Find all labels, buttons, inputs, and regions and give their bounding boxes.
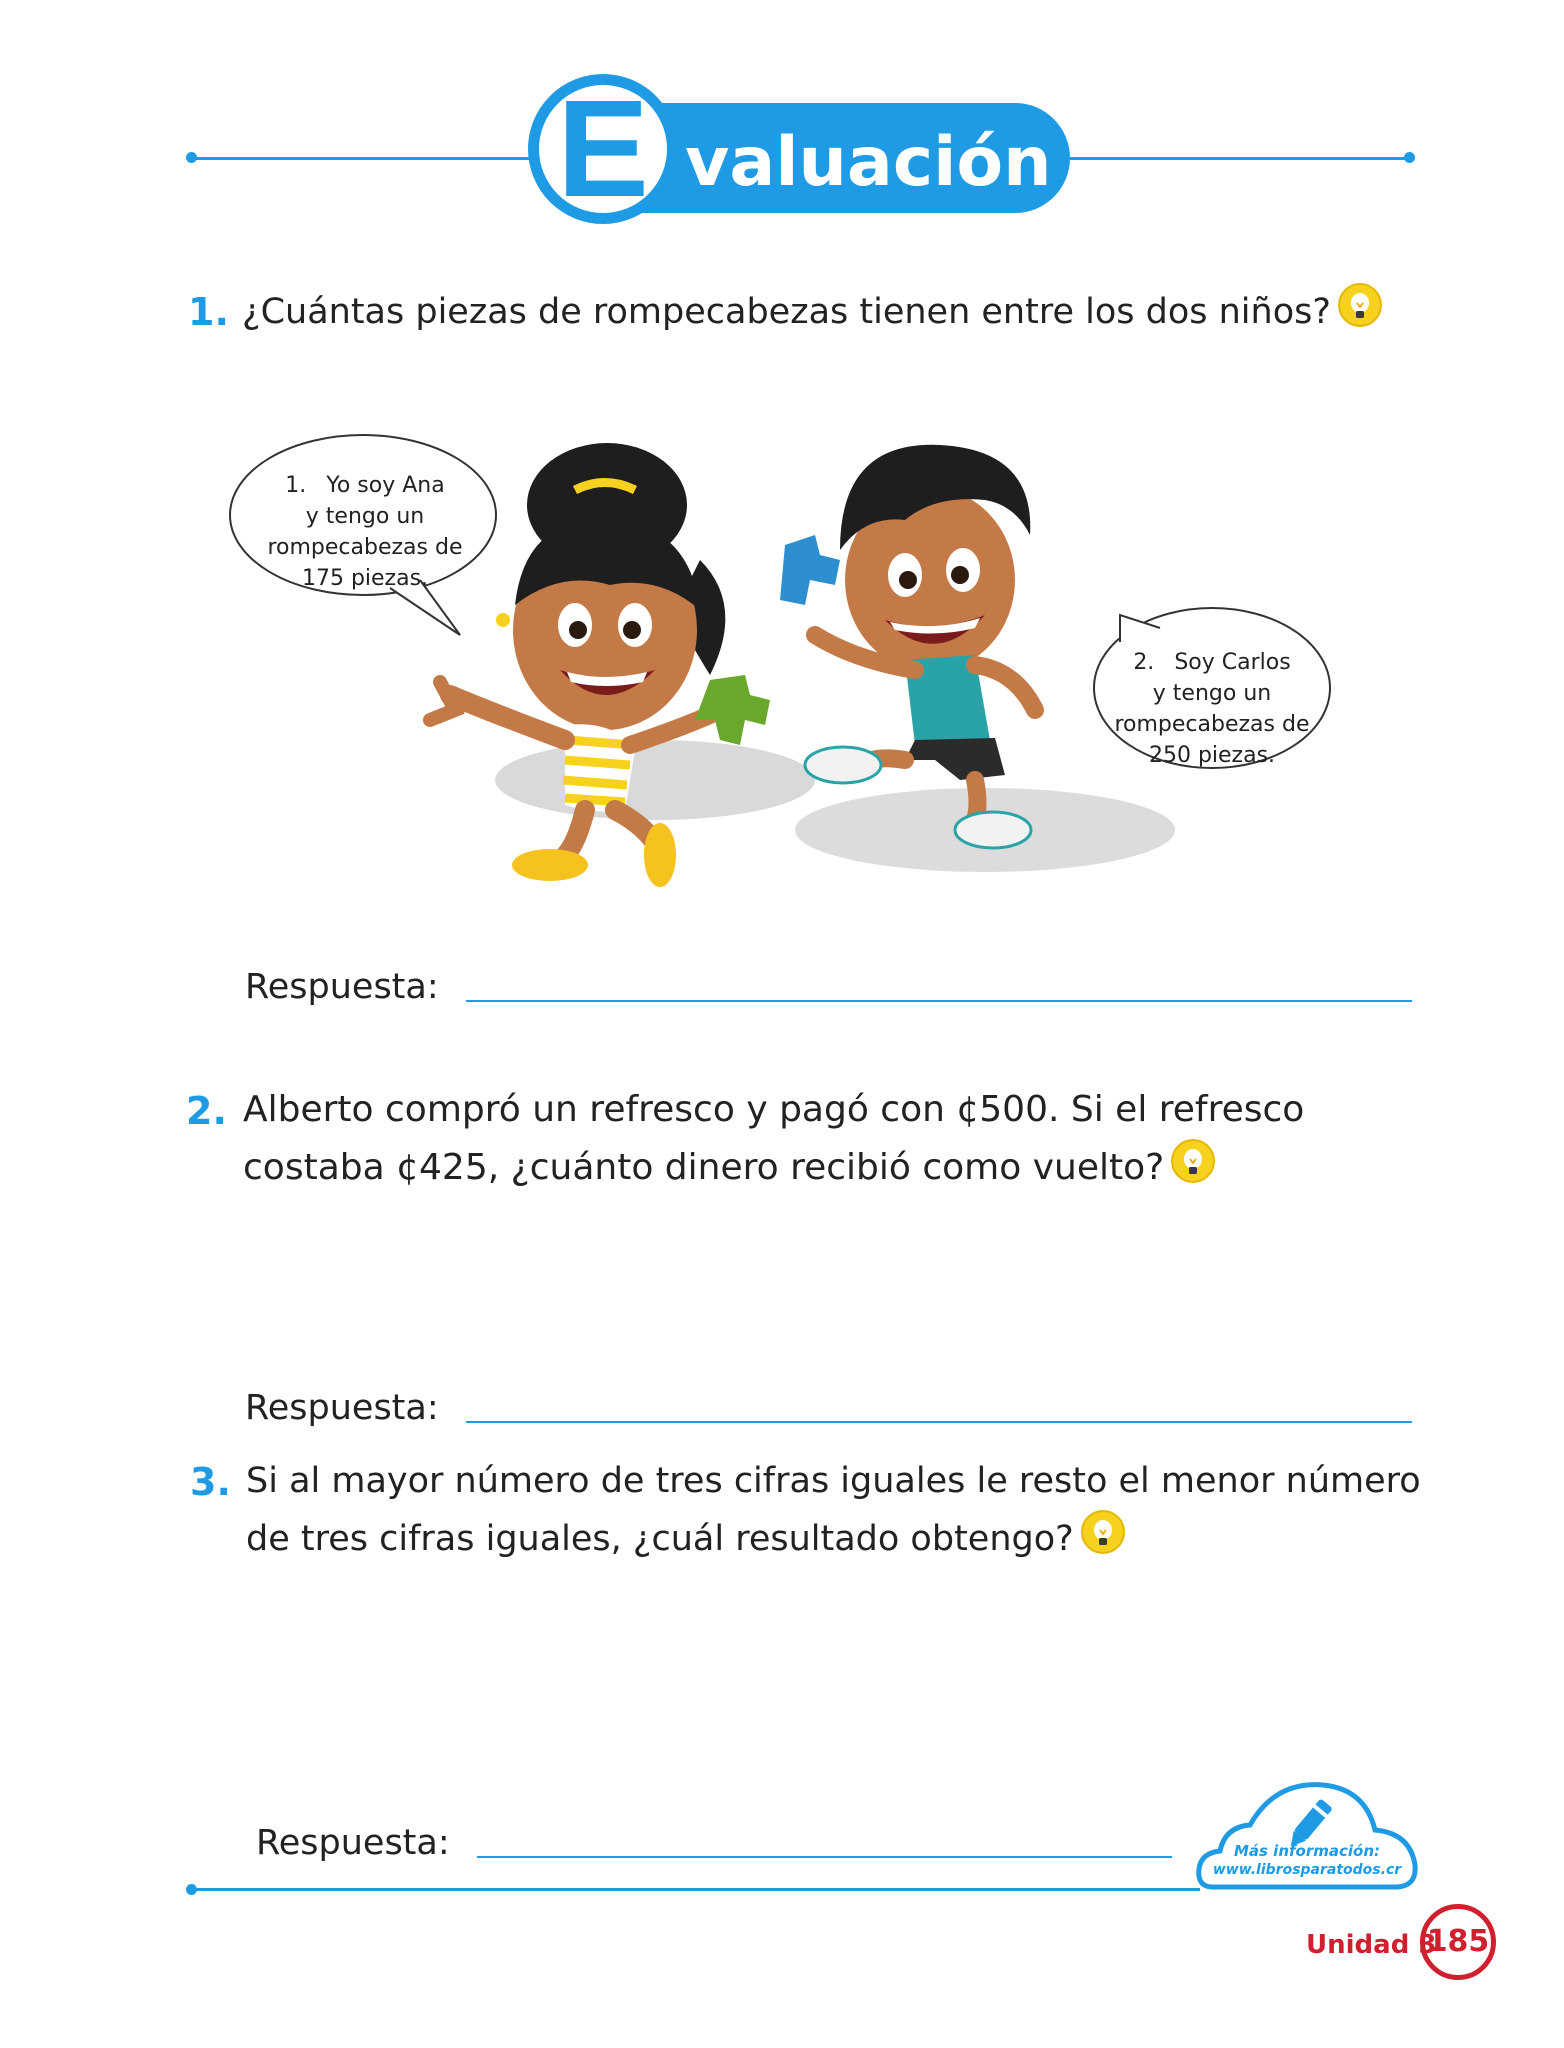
question-1-text-content: ¿Cuántas piezas de rompecabezas tienen entre los dos niños?: [242, 292, 1331, 332]
ana-bubble-line-4: 175 piezas.: [301, 566, 429, 591]
unit-label: Unidad 3: [1306, 1930, 1437, 1960]
question-3-answer-line[interactable]: [477, 1856, 1172, 1858]
ana-bubble-line-2: y tengo un: [305, 504, 425, 529]
question-3-line-2-row: [246, 1510, 1421, 1568]
lightbulb-icon[interactable]: [1080, 1509, 1126, 1555]
more-info-label: Más información:: [1233, 1842, 1380, 1860]
header-title-letter: E: [556, 72, 650, 226]
footer-rule: [192, 1888, 1200, 1891]
ana-bubble-line-1: Yo soy Ana: [326, 473, 445, 498]
more-info-url[interactable]: www.librosparatodos.cr: [1212, 1862, 1402, 1878]
header-rule-left-dot: [186, 152, 197, 163]
carlos-bubble-line-3: rompecabezas de: [1114, 712, 1310, 737]
question-1-answer-line[interactable]: [466, 1000, 1412, 1002]
question-3-answer-label: Respuesta:: [256, 1823, 450, 1863]
question-2-line-2-row: [243, 1139, 1304, 1197]
carlos-bubble-number: 2.: [1133, 650, 1155, 675]
ana-bubble-number: 1.: [285, 473, 307, 498]
question-2-answer-line[interactable]: [466, 1421, 1412, 1423]
lightbulb-icon[interactable]: [1170, 1138, 1216, 1184]
ana-bubble-text: [240, 470, 490, 594]
question-2-line-2: costaba ¢425, ¿cuánto dinero recibió como vuelto?: [243, 1147, 1165, 1188]
question-3-text: [246, 1452, 1421, 1568]
question-2-number: 2.: [186, 1089, 227, 1133]
carlos-character: [780, 445, 1035, 848]
question-3-line-1: Si al mayor número de tres cifras iguales le resto el menor número: [246, 1461, 1421, 1501]
header-rule-left: [192, 157, 542, 160]
question-1-text: [242, 283, 1383, 341]
question-3-line-2: de tres cifras iguales, ¿cuál resultado obtengo?: [246, 1519, 1074, 1559]
question-2-text: [243, 1081, 1304, 1197]
header-rule-right-dot: [1404, 152, 1415, 163]
header-title-text: valuación: [685, 123, 1052, 202]
ana-bubble-line-3: rompecabezas de: [267, 535, 463, 560]
page-number: 185: [1426, 1924, 1490, 1959]
question-2-answer-label: Respuesta:: [245, 1388, 439, 1428]
carlos-bubble-line-4: 250 piezas.: [1148, 743, 1276, 768]
ana-shadow: [495, 740, 815, 820]
lightbulb-icon[interactable]: [1337, 282, 1383, 328]
question-3-number: 3.: [190, 1460, 231, 1504]
footer-rule-dot: [186, 1884, 197, 1895]
question-1-answer-label: Respuesta:: [245, 967, 439, 1007]
header-rule-right: [1070, 157, 1412, 160]
carlos-bubble-line-2: y tengo un: [1152, 681, 1272, 706]
carlos-bubble-line-1: Soy Carlos: [1174, 650, 1291, 675]
question-2-line-1: Alberto compró un refresco y pagó con ¢500. Si el refresco: [243, 1089, 1305, 1130]
question-1-number: 1.: [188, 290, 229, 334]
carlos-bubble-text: [1092, 647, 1332, 771]
